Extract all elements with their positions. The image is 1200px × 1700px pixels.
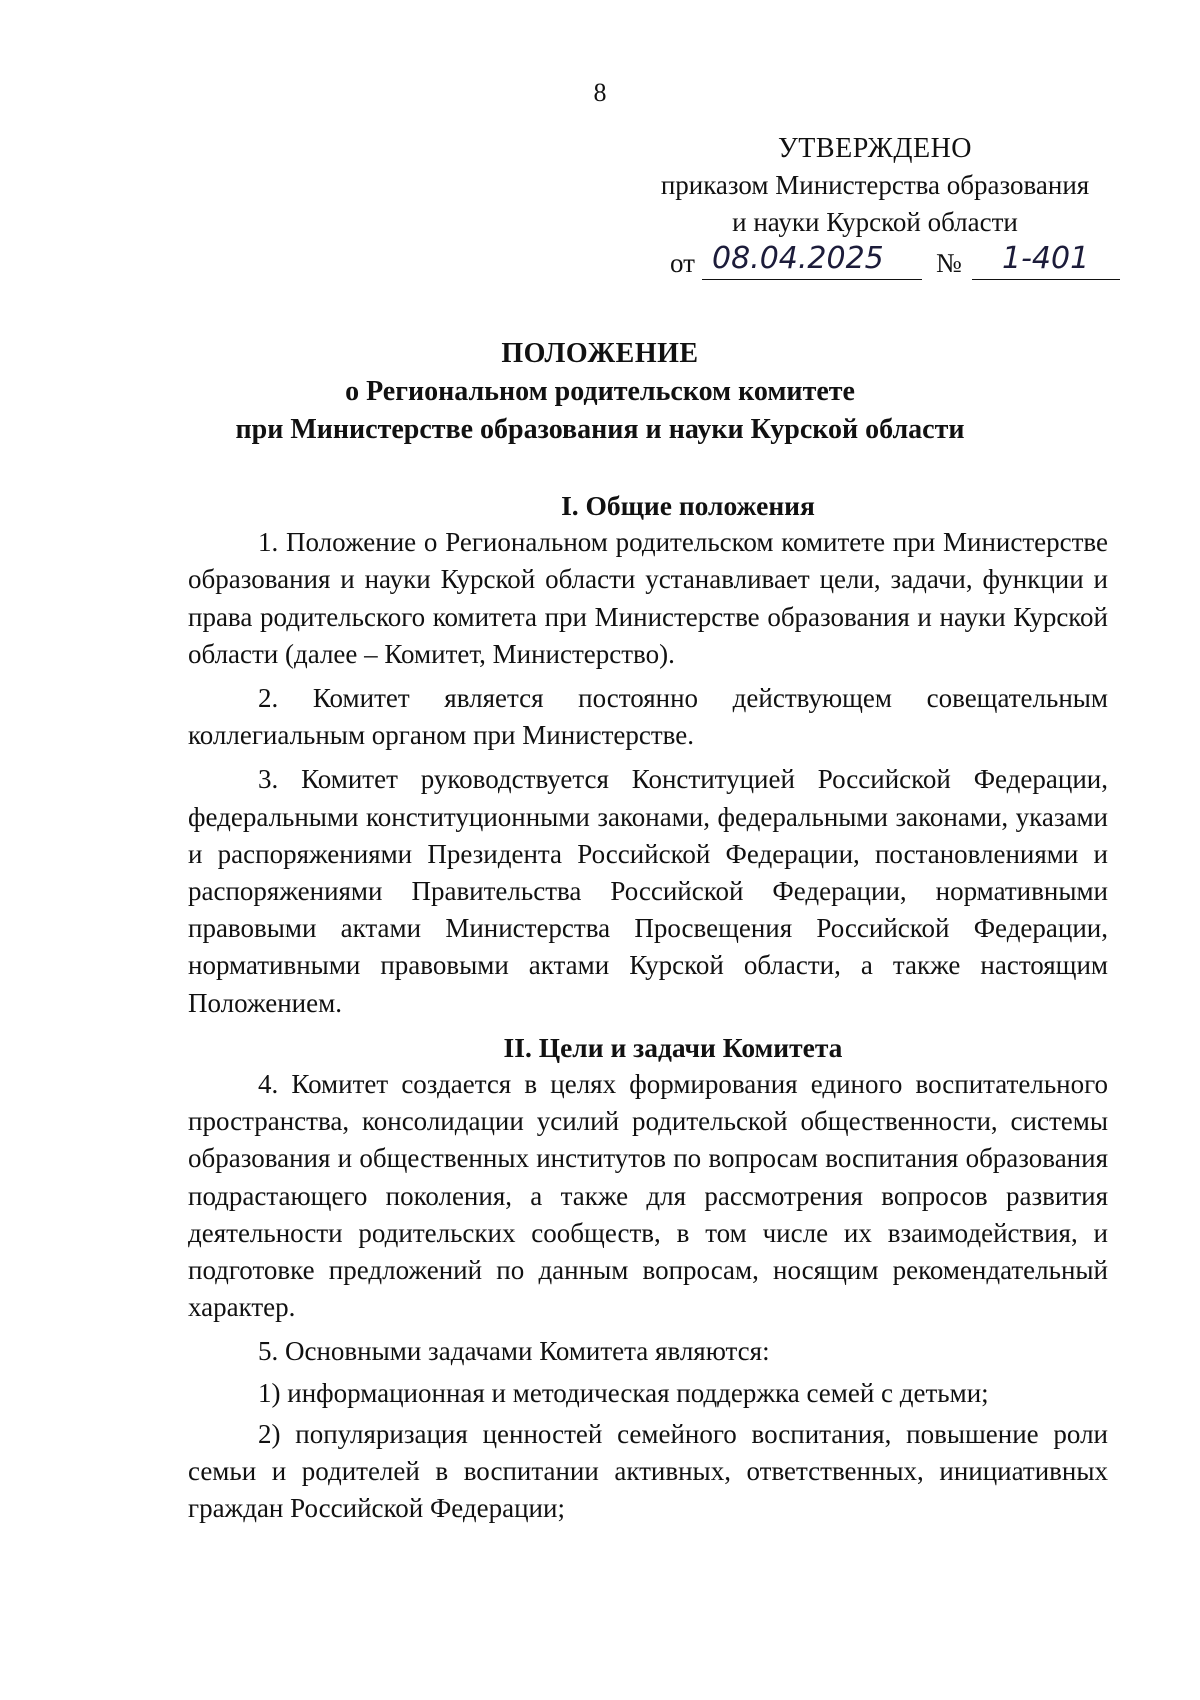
paragraph-1: 1. Положение о Региональном родительском комитете при Министерстве образования и науки Курской области устанавливает цели, задачи, функции и права родительского комитета при Министерстве образования и науки Курской области (далее – Комитет, Министерство). [188,527,1108,669]
document-title-line-1: о Региональном родительском комитете [345,376,855,407]
list-item-1: 1) информационная и методическая поддержка семей с детьми; [258,1377,989,1408]
document-body [188,487,1108,1534]
page-number: 8 [593,78,607,107]
section-heading-2: II. Цели и задачи Комитета [503,1031,843,1063]
approval-block [640,130,1110,283]
order-date-number-line [640,241,1110,283]
paragraph-2: 2. Комитет является постоянно действующем совещательным коллегиальным органом при Министерстве. [188,683,1108,751]
order-number-handwritten: 1-401 [972,239,1120,280]
document-title-main: ПОЛОЖЕНИЕ [501,338,699,369]
section-heading-1: I. Общие положения [561,490,815,521]
number-prefix: № [936,248,962,278]
paragraph-3: 3. Комитет руководствуется Конституцией Российской Федерации, федеральными конституционными законами, федеральными законами, указами и распоряжениями Президента Российской Федерации, постановлениями и распоряжениями Правительства Российской Федерации, нормативными правовыми актами Министерства Просвещения Российской Федерации, нормативными правовыми актами Курской области, а также настоящим Положением. [188,764,1108,1018]
approval-heading: УТВЕРЖДЕНО [777,133,973,164]
date-prefix: от [670,248,695,278]
approval-line-1: приказом Министерства образования [660,170,1090,200]
list-item-2: 2) популяризация ценностей семейного воспитания, повышение роли семьи и родителей в воспитании активных, ответственных, инициативных граждан Российской Федерации; [188,1418,1108,1524]
paragraph-5: 5. Основными задачами Комитета являются: [258,1336,770,1367]
approval-line-2: и науки Курской области [732,207,1018,237]
order-date-handwritten: 08.04.2025 [702,239,922,280]
paragraph-4: 4. Комитет создается в целях формирования единого воспитательного пространства, консолидации усилий родительской общественности, системы образования и общественных институтов по вопросам воспитания образования подрастающего поколения, а также для рассмотрения вопросов развития деятельности родительских сообществ, в том числе их взаимодействия, и подготовке предложений по данным вопросам, носящим рекомендательный характер. [188,1069,1108,1323]
document-title [0,335,1200,449]
document-title-line-2: при Министерстве образования и науки Курской области [235,414,965,445]
